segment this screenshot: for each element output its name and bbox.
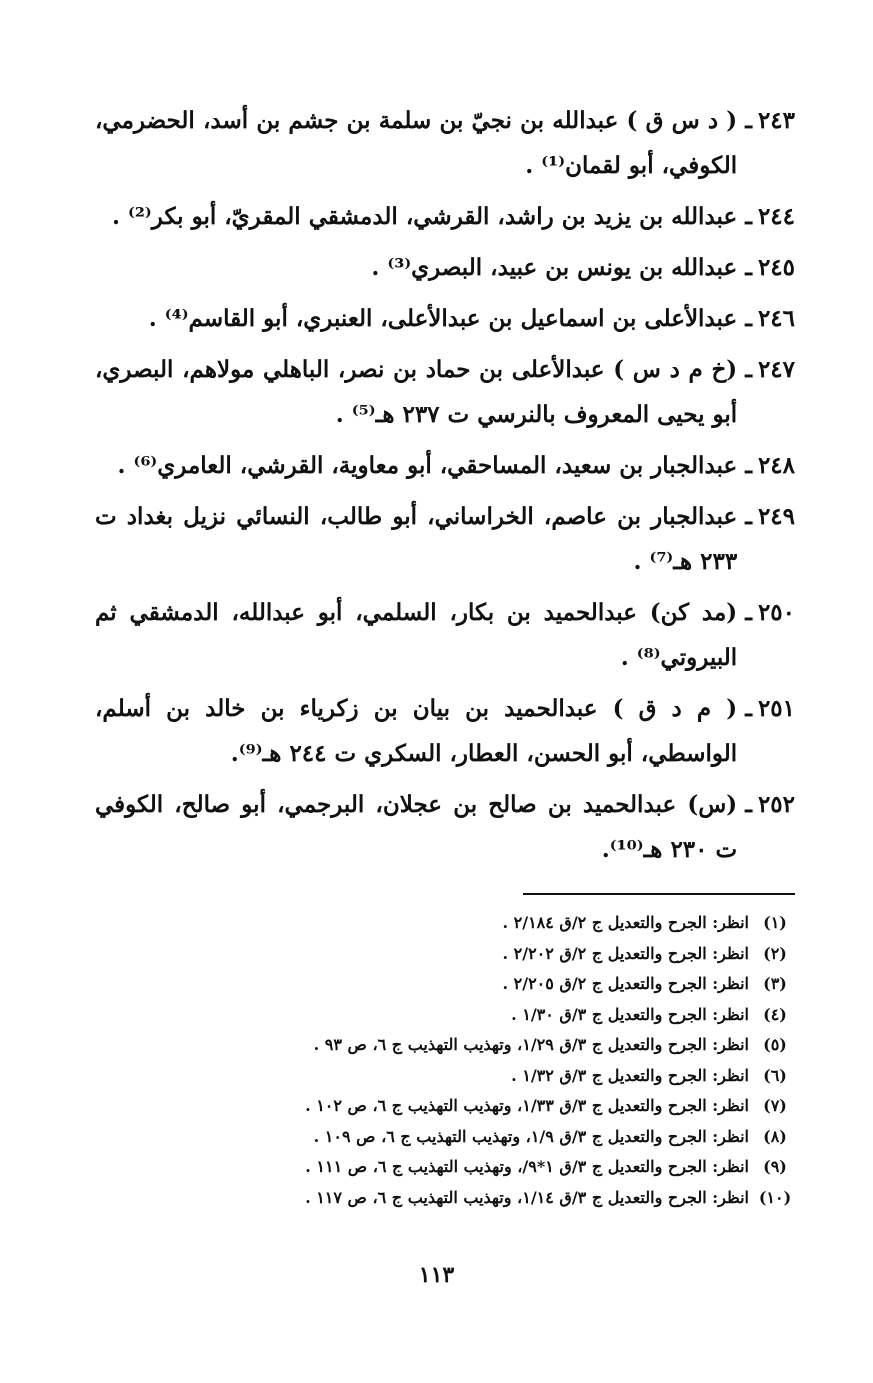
footnote-text: انظر: الجرح والتعديل ج ٣/ق ١*٩/، وتهذيب التهذيب ج ٦، ص ١١١ . [305, 1157, 749, 1176]
entry-246 [95, 296, 795, 341]
footnote-4 [93, 1000, 793, 1031]
entry-250 [95, 590, 795, 680]
footnote-10 [93, 1183, 793, 1214]
entry-text: (س) عبدالحميد بن صالح بن عجلان، البرجمي، أبو صالح، الكوفي ت ٢٣٠ هـ⁽¹⁰⁾. [95, 791, 738, 863]
footnote-2 [93, 939, 793, 970]
footnote-number: (٤) [763, 1004, 787, 1024]
footnote-6 [93, 1061, 793, 1092]
footnote-text: انظر: الجرح والتعديل ج ٢/ق ٢/٢٠٢ . [502, 943, 749, 963]
footnote-5 [93, 1030, 793, 1061]
entry-251 [95, 686, 795, 776]
entry-249 [95, 494, 795, 584]
entry-dash: ـ [745, 203, 752, 230]
footnote-text: انظر: الجرح والتعديل ج ٣/ق ١/٣٣، وتهذيب التهذيب ج ٦، ص ١٠٢ . [305, 1096, 749, 1115]
footnote-3 [93, 969, 793, 1000]
footnote-text: انظر: الجرح والتعديل ج ٣/ق ١/٣٢ . [511, 1065, 749, 1085]
entry-dash: ـ [745, 599, 752, 626]
entry-number: ٢٥٠ [757, 599, 795, 626]
entry-number: ٢٤٧ [757, 356, 795, 383]
footnote-number: (١٠) [758, 1187, 792, 1207]
entry-dash: ـ [745, 356, 752, 383]
entry-252 [95, 782, 795, 872]
entry-number: ٢٤٥ [757, 254, 795, 281]
entry-dash: ـ [745, 503, 752, 530]
footnote-number: (٢) [763, 943, 787, 963]
footnote-number: (٣) [763, 974, 787, 993]
entry-dash: ـ [745, 695, 752, 722]
entry-dash: ـ [745, 452, 752, 479]
entry-text: عبدالجبار بن عاصم، الخراساني، أبو طالب، النسائي نزيل بغداد ت ٢٣٣ هـ⁽⁷⁾ . [95, 503, 738, 575]
footnote-1 [93, 908, 793, 939]
footnote-separator [523, 893, 795, 895]
entry-text: ( م د ق ) عبدالحميد بن بيان بن زكرياء بن خالد بن أسلم، الواسطي، أبو الحسن، العطار، السكري ت ٢٤٤ هـ⁽⁹⁾. [95, 695, 738, 767]
entry-244 [95, 194, 795, 239]
footnote-number: (٧) [763, 1096, 787, 1115]
entry-number: ٢٤٩ [757, 503, 795, 530]
entry-text: (مد كن) عبدالحميد بن بكار، السلمي، أبو عبدالله، الدمشقي ثم البيروتي⁽⁸⁾ . [95, 599, 738, 671]
biography-entries [95, 98, 795, 872]
footnote-text: انظر: الجرح والتعديل ج ٣/ق ١/٢٩، وتهذيب التهذيب ج ٦، ص ٩٣ . [313, 1035, 749, 1054]
entry-number: ٢٤٨ [757, 452, 795, 479]
footnote-number: (٥) [763, 1035, 787, 1054]
entry-dash: ـ [745, 107, 752, 134]
entry-dash: ـ [745, 305, 752, 332]
entry-number: ٢٤٣ [757, 107, 795, 134]
footnote-number: (١) [763, 913, 787, 932]
entry-text: عبدالجبار بن سعيد، المساحقي، أبو معاوية، القرشي، العامري⁽⁶⁾ . [117, 452, 738, 479]
footnote-text: انظر: الجرح والتعديل ج ٣/ق ١/٣٠ . [511, 1004, 749, 1024]
entry-248 [95, 443, 795, 488]
entry-245 [95, 245, 795, 290]
footnote-7 [93, 1091, 793, 1122]
footnote-number: (٦) [763, 1065, 787, 1085]
footnotes [93, 908, 793, 1213]
footnote-8 [93, 1122, 793, 1153]
footnote-text: انظر: الجرح والتعديل ج ٣/ق ١/٩، وتهذيب التهذيب ج ٦، ص ١٠٩ . [313, 1126, 749, 1146]
entry-243 [95, 98, 795, 188]
entry-dash: ـ [745, 791, 752, 818]
footnote-text: انظر: الجرح والتعديل ج ٢/ق ٢/٢٠٥ . [502, 974, 749, 993]
footnote-9 [93, 1152, 793, 1183]
entry-text: عبدالله بن يونس بن عبيد، البصري⁽³⁾ . [371, 254, 738, 281]
entry-text: ( د س ق ) عبدالله بن نجيّ بن سلمة بن جشم بن أسد، الحضرمي، الكوفي، أبو لقمان⁽¹⁾ . [95, 107, 738, 179]
entry-number: ٢٤٤ [757, 203, 795, 230]
entry-247 [95, 347, 795, 437]
footnote-number: (٨) [763, 1126, 787, 1146]
page-number: ١١٣ [418, 1262, 455, 1288]
footnote-text: انظر: الجرح والتعديل ج ٣/ق ١/١٤، وتهذيب التهذيب ج ٦، ص ١١٧ . [305, 1187, 749, 1207]
entry-text: عبدالأعلى بن اسماعيل بن عبدالأعلى، العنبري، أبو القاسم⁽⁴⁾ . [148, 305, 738, 332]
entry-text: (خ م د س ) عبدالأعلى بن حماد بن نصر، الباهلي مولاهم، البصري، أبو يحيى المعروف بالنرسي ت ٢٣٧ هـ⁽⁵⁾ . [95, 356, 738, 428]
footnote-text: انظر: الجرح والتعديل ج ٢/ق ٢/١٨٤ . [502, 913, 749, 932]
entry-number: ٢٤٦ [757, 305, 795, 332]
footnote-number: (٩) [763, 1157, 787, 1176]
entry-number: ٢٥٢ [757, 791, 795, 818]
entry-dash: ـ [745, 254, 752, 281]
entry-number: ٢٥١ [757, 695, 795, 722]
entry-text: عبدالله بن يزيد بن راشد، القرشي، الدمشقي المقريّ، أبو بكر⁽²⁾ . [111, 203, 738, 230]
